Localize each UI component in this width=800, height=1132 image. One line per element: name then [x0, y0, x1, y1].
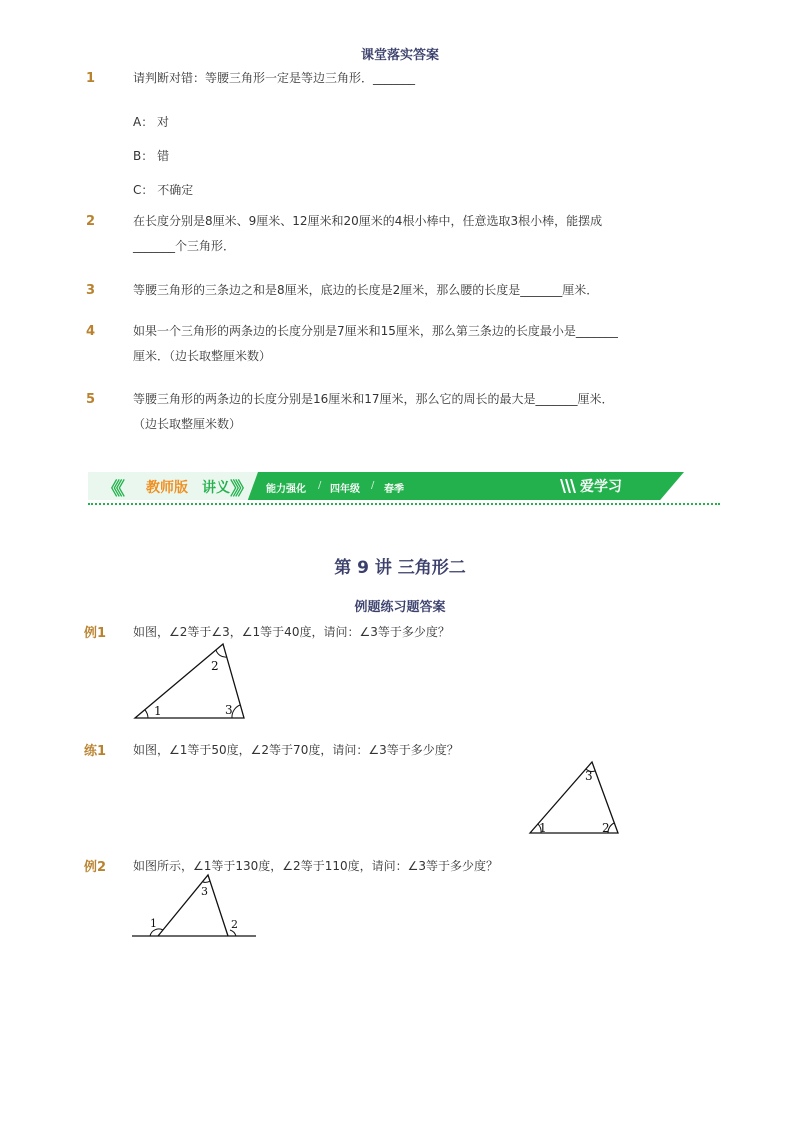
- question-number-5: 5: [86, 392, 96, 407]
- practice-1-text: 如图，∠1等于50度，∠2等于70度，请问：∠3等于多少度？: [133, 743, 459, 757]
- question-text-1: 请判断对错：等腰三角形一定是等边三角形．_______: [133, 71, 416, 85]
- angle-label-1: 1: [154, 704, 162, 718]
- angle-label-1: 1: [539, 821, 547, 835]
- answer-section-title: 课堂落实答案: [360, 48, 439, 63]
- lecture-subtitle: 例题练习题答案: [354, 600, 446, 615]
- banner-dotted-divider: [88, 503, 720, 505]
- banner-grade: 四年级: [330, 484, 360, 495]
- angle-label-2: 2: [231, 918, 238, 931]
- option-c-label: C：: [133, 183, 154, 197]
- banner-title-notes: 讲义: [202, 480, 230, 496]
- question-number-3: 3: [86, 283, 96, 298]
- angle-label-3: 3: [201, 885, 208, 898]
- book-logo-icon: [558, 477, 580, 495]
- triangle-diagram-3: [130, 872, 260, 944]
- banner-season: 春季: [384, 484, 404, 495]
- question-number-2: 2: [86, 214, 96, 229]
- option-c[interactable]: [133, 181, 193, 198]
- chevron-left-icon: 《《: [102, 479, 121, 500]
- lecture-title: 第 9 讲 三角形二: [334, 558, 466, 578]
- option-b-label: B：: [133, 149, 154, 163]
- angle-label-1: 1: [150, 917, 157, 930]
- banner-separator: /: [318, 480, 322, 491]
- banner-course-type: 能力强化: [266, 484, 306, 495]
- question-number-1: 1: [86, 71, 96, 86]
- chevron-right-icon: 》》: [230, 479, 249, 500]
- banner-separator: /: [371, 480, 375, 491]
- brand-logo-text: 爱学习: [580, 479, 622, 495]
- option-a-text: 对: [157, 115, 170, 129]
- question-text-3: 等腰三角形的三条边之和是8厘米，底边的长度是2厘米，那么腰的长度是_______厘米．: [133, 283, 599, 297]
- option-a-label: A：: [133, 115, 154, 129]
- question-text-2: 在长度分别是8厘米、9厘米、12厘米和20厘米的4根小棒中，任意选取3根小棒，能摆成_______个三角形．: [133, 214, 603, 253]
- practice-1-label: 练1: [84, 744, 107, 759]
- angle-label-2: 2: [602, 821, 610, 835]
- question-number-4: 4: [86, 324, 96, 339]
- option-b-text: 错: [157, 149, 170, 163]
- question-text-5: 等腰三角形的两条边的长度分别是16厘米和17厘米，那么它的周长的最大是_______厘米．（边长取整厘米数）: [133, 392, 614, 431]
- example-2-text: 如图所示，∠1等于130度，∠2等于110度，请问：∠3等于多少度？: [133, 859, 498, 873]
- question-text-4: 如果一个三角形的两条边的长度分别是7厘米和15厘米，那么第三条边的长度最小是_______厘米．（边长取整厘米数）: [133, 324, 618, 363]
- banner-title-teacher: 教师版: [146, 480, 188, 496]
- triangle-diagram-2: [526, 758, 622, 838]
- angle-label-3: 3: [585, 769, 593, 783]
- option-b[interactable]: [133, 147, 169, 164]
- angle-label-2: 2: [211, 659, 219, 673]
- example-1-label: 例1: [84, 626, 107, 641]
- lecture-banner: [88, 472, 684, 500]
- option-c-text: 不确定: [157, 183, 194, 197]
- example-2-label: 例2: [84, 860, 107, 875]
- example-1-text: 如图，∠2等于∠3，∠1等于40度，请问：∠3等于多少度？: [133, 625, 450, 639]
- triangle-diagram-1: [130, 638, 250, 722]
- angle-label-3: 3: [225, 703, 233, 717]
- option-a[interactable]: [133, 113, 169, 130]
